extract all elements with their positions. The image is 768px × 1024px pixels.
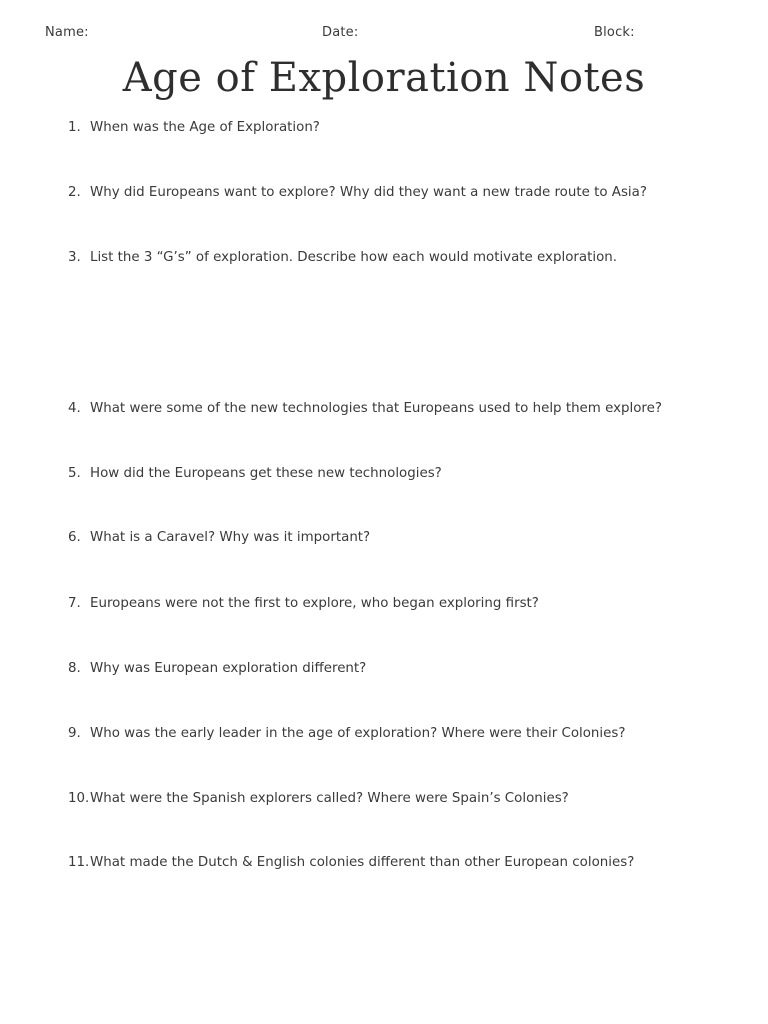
question-text: How did the Europeans get these new technologies?	[90, 466, 442, 481]
question-text: When was the Age of Exploration?	[90, 120, 320, 135]
question-number: 1.	[68, 120, 81, 135]
question-number: 4.	[68, 401, 81, 416]
question-item	[0, 399, 760, 419]
question-text: What is a Caravel? Why was it important?	[90, 530, 371, 545]
question-text: List the 3 “G’s” of exploration. Describe how each would motivate exploration.	[90, 250, 618, 265]
question-text: What were the Spanish explorers called? Where were Spain’s Colonies?	[90, 791, 569, 806]
question-text: What were some of the new technologies that Europeans used to help them explore?	[90, 401, 662, 416]
question-number: 11.	[68, 855, 90, 870]
question-item	[0, 248, 760, 268]
question-item	[0, 853, 760, 873]
question-number: 9.	[68, 726, 81, 741]
question-item	[0, 789, 760, 809]
question-number: 5.	[68, 466, 81, 481]
question-item	[0, 183, 760, 203]
question-number: 8.	[68, 661, 81, 676]
question-text: What made the Dutch & English colonies different than other European colonies?	[90, 855, 635, 870]
date-label: Date:	[322, 25, 359, 40]
question-number: 3.	[68, 250, 81, 265]
question-number: 6.	[68, 530, 81, 545]
name-label: Name:	[45, 25, 89, 40]
question-item	[0, 659, 760, 679]
question-number: 2.	[68, 185, 81, 200]
question-number: 10.	[68, 791, 90, 806]
question-item	[0, 464, 760, 484]
question-text: Why did Europeans want to explore? Why did they want a new trade route to Asia?	[90, 185, 647, 200]
question-number: 7.	[68, 596, 81, 611]
question-item	[0, 528, 760, 548]
question-text: Why was European exploration different?	[90, 661, 367, 676]
question-text: Europeans were not the first to explore, who began exploring first?	[90, 596, 539, 611]
question-item	[0, 594, 760, 614]
page-title: Age of Exploration Notes	[122, 55, 646, 101]
block-label: Block:	[594, 25, 635, 40]
question-item	[0, 118, 760, 138]
question-item	[0, 724, 760, 744]
question-text: Who was the early leader in the age of exploration? Where were their Colonies?	[90, 726, 626, 741]
